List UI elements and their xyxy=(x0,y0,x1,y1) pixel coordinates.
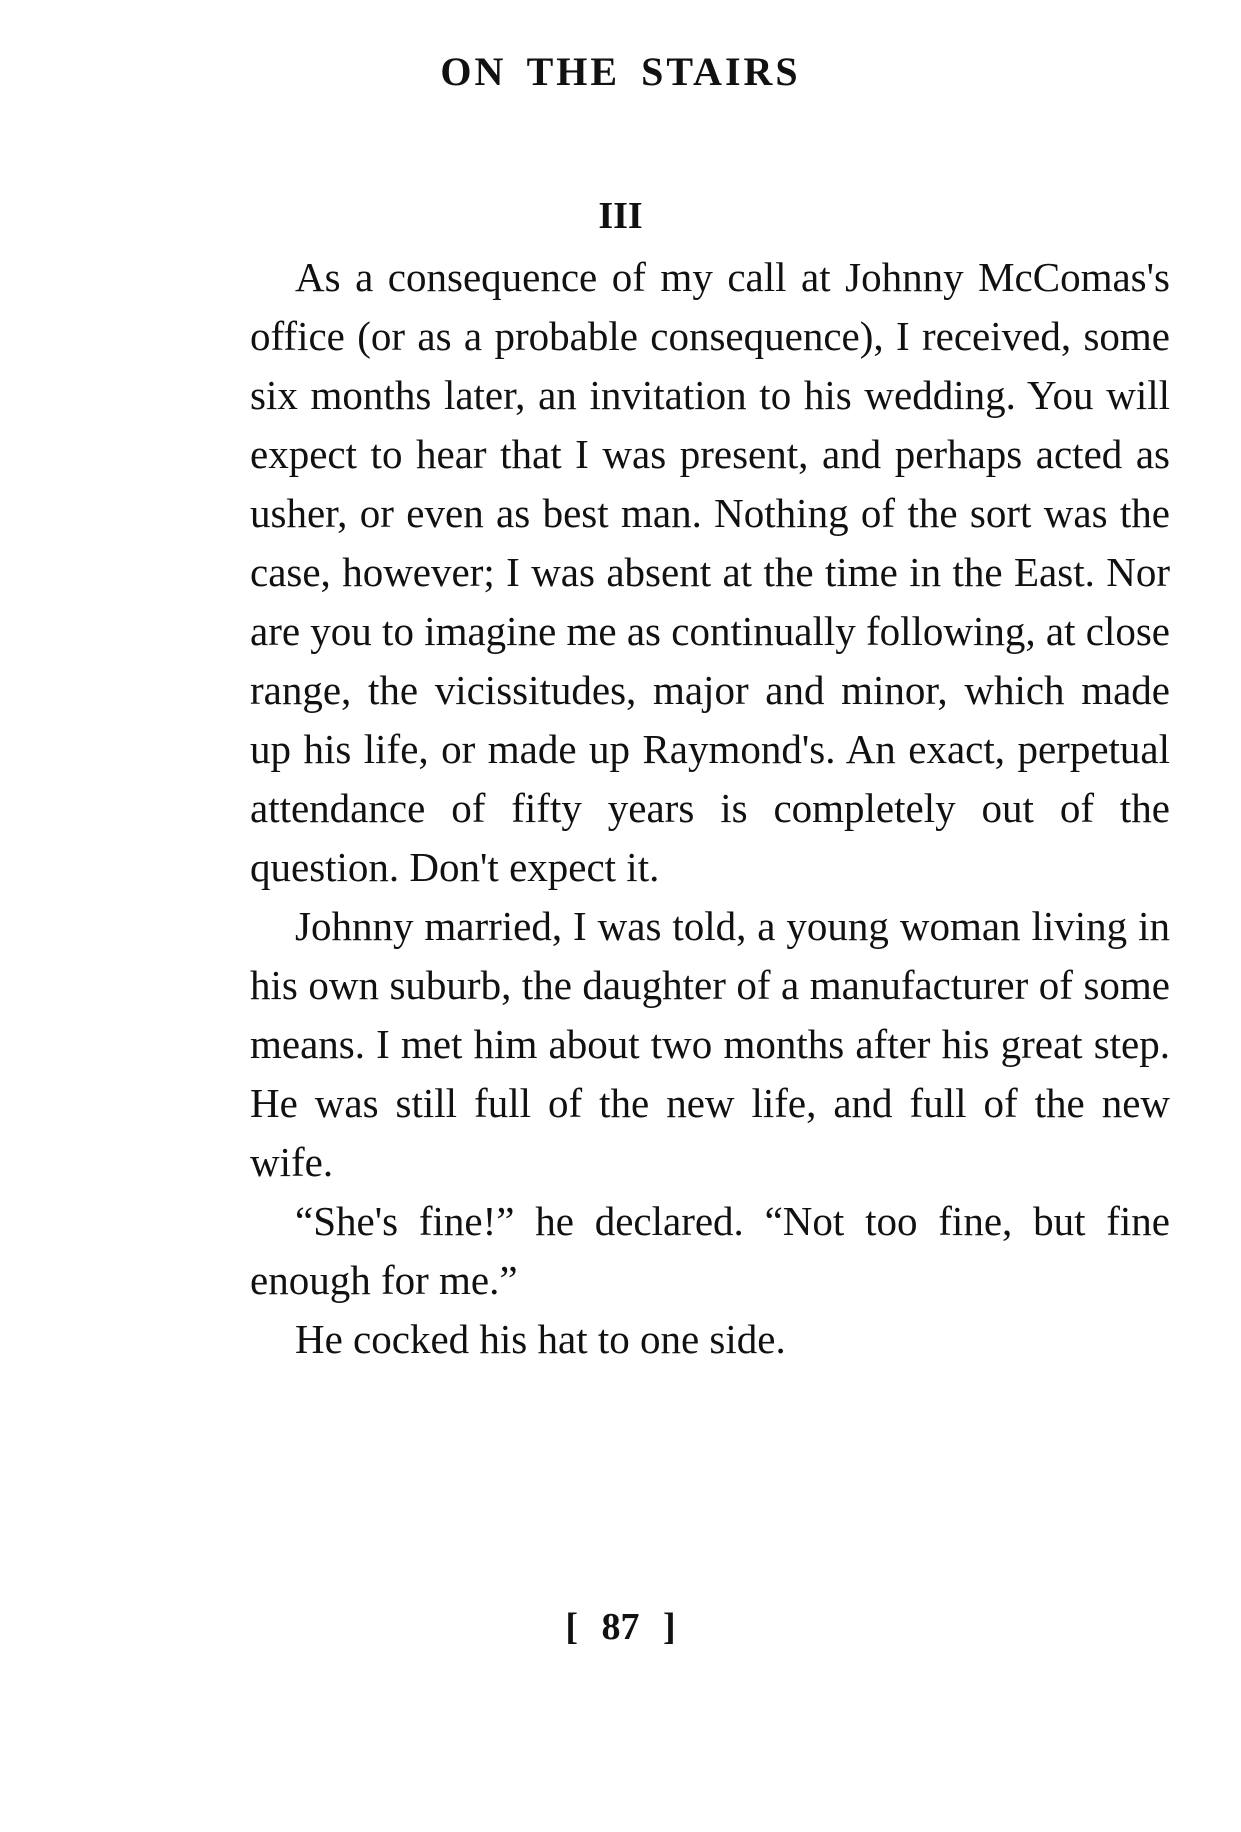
paragraph: Johnny married, I was told, a young woman living in his own suburb, the daughter of a manufacturer of some means. I met him about two months after his great step. He was still full of the new life, and full of the new wife. xyxy=(250,903,1170,1185)
body-text xyxy=(250,248,1170,1369)
running-head: ON THE STAIRS xyxy=(440,49,801,94)
paragraph: As a consequence of my call at Johnny McComas's office (or as a probable consequence), I received, some six months later, an invitation to his wedding. You will expect to hear that I was present, and perhaps acted as usher, or even as best man. Nothing of the sort was the case, however; I was absent at the time in the East. Nor are you to imagine me as continually following, at close range, the vicissitudes, major and minor, which made up his life, or made up Raymond's. An exact, perpetual attendance of fifty years is completely out of the question. Don't expect it. xyxy=(250,254,1170,890)
paragraph: “She's fine!” he declared. “Not too fine, but fine enough for me.” xyxy=(250,1198,1170,1303)
paragraph: He cocked his hat to one side. xyxy=(295,1316,786,1362)
page-number: [ 87 ] xyxy=(565,1606,676,1648)
chapter-number: III xyxy=(598,195,643,237)
